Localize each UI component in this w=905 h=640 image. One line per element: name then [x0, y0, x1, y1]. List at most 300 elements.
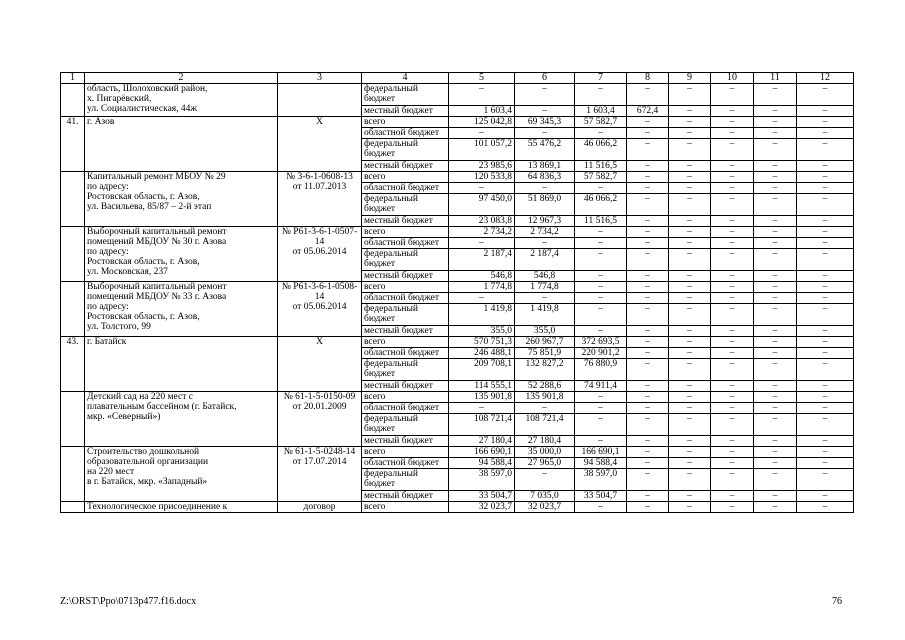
amount-cell: 1 603,4: [575, 106, 627, 117]
amount-cell: 1 774,8: [449, 282, 515, 293]
amount-cell: 38 597,0: [449, 469, 515, 491]
amount-cell: –: [627, 359, 669, 381]
amount-cell: –: [711, 106, 754, 117]
amount-cell: –: [449, 128, 515, 139]
object-name: Выборочный капитальный ремонт помещений МБДОУ № 30 г. Азова по адресу: Ростовская область, г. Азов, ул. Московская, 237: [85, 227, 278, 282]
amount-cell: –: [711, 414, 754, 436]
table-row: [61, 282, 854, 293]
amount-cell: –: [711, 304, 754, 326]
amount-cell: –: [669, 392, 711, 403]
amount-cell: 57 582,7: [575, 117, 627, 128]
amount-cell: –: [575, 436, 627, 447]
funding-source: областной бюджет: [362, 348, 449, 359]
amount-cell: –: [575, 403, 627, 414]
amount-cell: –: [711, 128, 754, 139]
amount-cell: –: [711, 227, 754, 238]
object-name: г. Батайск: [85, 337, 278, 392]
amount-cell: 46 066,2: [575, 194, 627, 216]
amount-cell: –: [575, 502, 627, 513]
amount-cell: 13 869,1: [515, 161, 575, 172]
amount-cell: –: [797, 194, 854, 216]
amount-cell: 7 035,0: [515, 491, 575, 502]
object-name: Выборочный капитальный ремонт помещений МБДОУ № 33 г. Азова по адресу: Ростовская область, г. Азов, ул. Толстого, 99: [85, 282, 278, 337]
amount-cell: –: [754, 183, 797, 194]
table-row: [61, 337, 854, 348]
amount-cell: –: [669, 469, 711, 491]
object-name: г. Азов: [85, 117, 278, 172]
amount-cell: –: [627, 403, 669, 414]
amount-cell: 166 690,1: [575, 447, 627, 458]
amount-cell: –: [711, 326, 754, 337]
amount-cell: –: [669, 84, 711, 106]
amount-cell: 546,8: [449, 271, 515, 282]
header-row: [61, 73, 854, 84]
amount-cell: –: [627, 293, 669, 304]
funding-source: федеральный бюджет: [362, 249, 449, 271]
amount-cell: –: [754, 381, 797, 392]
amount-cell: 76 880,9: [575, 359, 627, 381]
amount-cell: –: [669, 106, 711, 117]
row-number: [61, 502, 85, 513]
amount-cell: –: [797, 381, 854, 392]
amount-cell: 75 851,9: [515, 348, 575, 359]
amount-cell: 166 690,1: [449, 447, 515, 458]
column-header: 8: [627, 73, 669, 84]
amount-cell: –: [669, 216, 711, 227]
amount-cell: –: [669, 436, 711, 447]
amount-cell: –: [711, 282, 754, 293]
funding-source: всего: [362, 117, 449, 128]
amount-cell: –: [627, 436, 669, 447]
amount-cell: 1 603,4: [449, 106, 515, 117]
amount-cell: 2 187,4: [515, 249, 575, 271]
amount-cell: –: [669, 139, 711, 161]
amount-cell: –: [627, 194, 669, 216]
funding-source: федеральный бюджет: [362, 84, 449, 106]
amount-cell: –: [627, 216, 669, 227]
amount-cell: –: [797, 238, 854, 249]
amount-cell: –: [754, 249, 797, 271]
amount-cell: –: [754, 414, 797, 436]
amount-cell: 546,8: [515, 271, 575, 282]
amount-cell: –: [797, 249, 854, 271]
amount-cell: 97 450,0: [449, 194, 515, 216]
amount-cell: –: [627, 458, 669, 469]
amount-cell: –: [711, 348, 754, 359]
amount-cell: 38 597,0: [575, 469, 627, 491]
amount-cell: –: [627, 304, 669, 326]
amount-cell: 101 057,2: [449, 139, 515, 161]
amount-cell: –: [515, 238, 575, 249]
funding-source: всего: [362, 447, 449, 458]
amount-cell: 11 516,5: [575, 216, 627, 227]
object-name: Технологическое присоединение к: [85, 502, 278, 513]
amount-cell: 51 869,0: [515, 194, 575, 216]
amount-cell: –: [449, 403, 515, 414]
row-number: [61, 392, 85, 447]
amount-cell: –: [575, 326, 627, 337]
amount-cell: 32 023,7: [449, 502, 515, 513]
amount-cell: –: [797, 183, 854, 194]
amount-cell: –: [754, 337, 797, 348]
amount-cell: 135 901,8: [515, 392, 575, 403]
amount-cell: 35 000,0: [515, 447, 575, 458]
amount-cell: –: [754, 458, 797, 469]
amount-cell: 209 708,1: [449, 359, 515, 381]
amount-cell: –: [515, 183, 575, 194]
amount-cell: –: [515, 293, 575, 304]
funding-source: областной бюджет: [362, 183, 449, 194]
amount-cell: –: [797, 337, 854, 348]
amount-cell: –: [575, 282, 627, 293]
amount-cell: 114 555,1: [449, 381, 515, 392]
funding-source: местный бюджет: [362, 271, 449, 282]
amount-cell: –: [627, 447, 669, 458]
amount-cell: –: [797, 84, 854, 106]
amount-cell: –: [575, 227, 627, 238]
funding-source: местный бюджет: [362, 106, 449, 117]
amount-cell: 57 582,7: [575, 172, 627, 183]
amount-cell: –: [669, 161, 711, 172]
table-row: [61, 502, 854, 513]
amount-cell: 12 967,3: [515, 216, 575, 227]
amount-cell: 260 967,7: [515, 337, 575, 348]
amount-cell: –: [515, 84, 575, 106]
amount-cell: –: [797, 359, 854, 381]
amount-cell: 2 734,2: [449, 227, 515, 238]
amount-cell: –: [515, 403, 575, 414]
amount-cell: –: [711, 271, 754, 282]
amount-cell: –: [797, 117, 854, 128]
amount-cell: –: [627, 84, 669, 106]
amount-cell: –: [754, 271, 797, 282]
amount-cell: –: [627, 414, 669, 436]
amount-cell: –: [797, 128, 854, 139]
amount-cell: –: [754, 117, 797, 128]
amount-cell: –: [711, 436, 754, 447]
row-number: 41.: [61, 117, 85, 172]
amount-cell: –: [754, 502, 797, 513]
amount-cell: –: [797, 469, 854, 491]
funding-source: всего: [362, 227, 449, 238]
object-name: область, Шолоховский район, х. Пигарёвский, ул. Социалистическая, 44ж: [85, 84, 278, 117]
amount-cell: –: [711, 502, 754, 513]
amount-cell: –: [711, 392, 754, 403]
amount-cell: –: [711, 293, 754, 304]
amount-cell: –: [627, 348, 669, 359]
table-row: [61, 84, 854, 106]
document-number: Х: [278, 117, 362, 172]
amount-cell: –: [711, 491, 754, 502]
document-number: № Р61-3-6-1-0508- 14 от 05.06.2014: [278, 282, 362, 337]
document-number: договор: [278, 502, 362, 513]
amount-cell: –: [797, 403, 854, 414]
amount-cell: –: [669, 238, 711, 249]
amount-cell: –: [669, 447, 711, 458]
amount-cell: –: [711, 183, 754, 194]
funding-source: областной бюджет: [362, 128, 449, 139]
amount-cell: 120 533,8: [449, 172, 515, 183]
amount-cell: –: [669, 282, 711, 293]
amount-cell: –: [754, 227, 797, 238]
amount-cell: –: [711, 458, 754, 469]
row-number: [61, 282, 85, 337]
amount-cell: –: [627, 238, 669, 249]
amount-cell: –: [627, 128, 669, 139]
amount-cell: –: [711, 249, 754, 271]
amount-cell: –: [711, 172, 754, 183]
amount-cell: –: [669, 304, 711, 326]
amount-cell: –: [711, 161, 754, 172]
amount-cell: –: [575, 293, 627, 304]
amount-cell: –: [711, 359, 754, 381]
amount-cell: 11 516,5: [575, 161, 627, 172]
table-row: [61, 447, 854, 458]
amount-cell: –: [754, 304, 797, 326]
funding-source: местный бюджет: [362, 381, 449, 392]
amount-cell: –: [797, 392, 854, 403]
amount-cell: –: [669, 381, 711, 392]
funding-source: всего: [362, 392, 449, 403]
amount-cell: –: [669, 458, 711, 469]
amount-cell: –: [669, 491, 711, 502]
funding-source: местный бюджет: [362, 436, 449, 447]
amount-cell: –: [449, 183, 515, 194]
column-header: 4: [362, 73, 449, 84]
amount-cell: 27 180,4: [449, 436, 515, 447]
document-number: № Р61-3-6-1-0507- 14 от 05.06.2014: [278, 227, 362, 282]
amount-cell: 33 504,7: [575, 491, 627, 502]
amount-cell: –: [754, 293, 797, 304]
funding-source: областной бюджет: [362, 458, 449, 469]
amount-cell: –: [449, 293, 515, 304]
amount-cell: –: [669, 271, 711, 282]
amount-cell: –: [797, 304, 854, 326]
amount-cell: –: [754, 282, 797, 293]
amount-cell: 27 965,0: [515, 458, 575, 469]
amount-cell: –: [669, 502, 711, 513]
row-number: [61, 172, 85, 227]
amount-cell: 355,0: [449, 326, 515, 337]
funding-source: федеральный бюджет: [362, 469, 449, 491]
amount-cell: –: [797, 458, 854, 469]
amount-cell: –: [669, 348, 711, 359]
amount-cell: –: [754, 491, 797, 502]
amount-cell: 33 504,7: [449, 491, 515, 502]
amount-cell: –: [627, 381, 669, 392]
column-header: 5: [449, 73, 515, 84]
document-number: № 61-1-5-0150-09 от 20.01.2009: [278, 392, 362, 447]
amount-cell: –: [575, 304, 627, 326]
amount-cell: –: [627, 491, 669, 502]
funding-source: местный бюджет: [362, 326, 449, 337]
amount-cell: –: [754, 348, 797, 359]
amount-cell: 135 901,8: [449, 392, 515, 403]
amount-cell: 64 836,3: [515, 172, 575, 183]
amount-cell: –: [627, 392, 669, 403]
amount-cell: –: [669, 403, 711, 414]
amount-cell: –: [575, 392, 627, 403]
table-row: [61, 227, 854, 238]
amount-cell: –: [575, 128, 627, 139]
amount-cell: 32 023,7: [515, 502, 575, 513]
amount-cell: –: [627, 117, 669, 128]
column-header: 3: [278, 73, 362, 84]
amount-cell: –: [797, 436, 854, 447]
amount-cell: –: [711, 337, 754, 348]
funding-source: областной бюджет: [362, 403, 449, 414]
amount-cell: –: [797, 161, 854, 172]
amount-cell: –: [627, 502, 669, 513]
funding-source: местный бюджет: [362, 491, 449, 502]
amount-cell: 220 901,2: [575, 348, 627, 359]
table-body: [61, 73, 854, 513]
amount-cell: –: [797, 271, 854, 282]
row-number: [61, 227, 85, 282]
amount-cell: 2 734,2: [515, 227, 575, 238]
amount-cell: –: [754, 326, 797, 337]
amount-cell: –: [711, 216, 754, 227]
amount-cell: –: [669, 326, 711, 337]
column-header: 6: [515, 73, 575, 84]
amount-cell: –: [754, 84, 797, 106]
amount-cell: 46 066,2: [575, 139, 627, 161]
amount-cell: –: [575, 414, 627, 436]
amount-cell: –: [515, 469, 575, 491]
amount-cell: –: [627, 337, 669, 348]
amount-cell: –: [627, 282, 669, 293]
amount-cell: –: [669, 337, 711, 348]
amount-cell: –: [797, 106, 854, 117]
amount-cell: –: [669, 359, 711, 381]
amount-cell: –: [669, 249, 711, 271]
funding-source: всего: [362, 282, 449, 293]
amount-cell: 94 588,4: [575, 458, 627, 469]
amount-cell: –: [669, 172, 711, 183]
funding-source: всего: [362, 172, 449, 183]
amount-cell: –: [797, 414, 854, 436]
amount-cell: –: [711, 381, 754, 392]
budget-table: [60, 72, 854, 513]
column-header: 1: [61, 73, 85, 84]
amount-cell: –: [754, 359, 797, 381]
document-number: № 3-6-1-0608-13 от 11.07.2013: [278, 172, 362, 227]
amount-cell: –: [627, 249, 669, 271]
amount-cell: –: [575, 271, 627, 282]
column-header: 2: [85, 73, 278, 84]
amount-cell: 570 751,3: [449, 337, 515, 348]
amount-cell: –: [449, 84, 515, 106]
amount-cell: –: [627, 139, 669, 161]
amount-cell: –: [754, 194, 797, 216]
amount-cell: –: [754, 106, 797, 117]
amount-cell: –: [515, 106, 575, 117]
column-header: 9: [669, 73, 711, 84]
amount-cell: –: [754, 392, 797, 403]
amount-cell: –: [711, 84, 754, 106]
table-row: [61, 392, 854, 403]
amount-cell: 108 721,4: [515, 414, 575, 436]
amount-cell: –: [627, 469, 669, 491]
column-header: 7: [575, 73, 627, 84]
amount-cell: –: [669, 117, 711, 128]
funding-source: всего: [362, 502, 449, 513]
amount-cell: –: [627, 271, 669, 282]
amount-cell: –: [627, 161, 669, 172]
amount-cell: –: [754, 128, 797, 139]
amount-cell: 74 911,4: [575, 381, 627, 392]
amount-cell: –: [711, 117, 754, 128]
amount-cell: 23 083,8: [449, 216, 515, 227]
funding-source: федеральный бюджет: [362, 414, 449, 436]
amount-cell: 125 042,8: [449, 117, 515, 128]
amount-cell: –: [711, 469, 754, 491]
amount-cell: –: [797, 447, 854, 458]
amount-cell: 69 345,3: [515, 117, 575, 128]
funding-source: федеральный бюджет: [362, 304, 449, 326]
amount-cell: –: [797, 227, 854, 238]
amount-cell: –: [754, 216, 797, 227]
amount-cell: 372 693,5: [575, 337, 627, 348]
amount-cell: –: [797, 293, 854, 304]
amount-cell: –: [754, 403, 797, 414]
amount-cell: 23 985,6: [449, 161, 515, 172]
amount-cell: –: [575, 249, 627, 271]
object-name: Строительство дошкольной образовательной организации на 220 мест в г. Батайск, мкр. «Западный»: [85, 447, 278, 502]
funding-source: местный бюджет: [362, 216, 449, 227]
amount-cell: –: [627, 227, 669, 238]
amount-cell: –: [711, 447, 754, 458]
amount-cell: 27 180,4: [515, 436, 575, 447]
amount-cell: 672,4: [627, 106, 669, 117]
object-name: Капитальный ремонт МБОУ № 29 по адресу: Ростовская область, г. Азов, ул. Васильева, 85/87 – 2-й этап: [85, 172, 278, 227]
amount-cell: –: [797, 348, 854, 359]
amount-cell: –: [669, 414, 711, 436]
amount-cell: –: [575, 238, 627, 249]
amount-cell: –: [754, 139, 797, 161]
table-row: [61, 117, 854, 128]
amount-cell: –: [575, 183, 627, 194]
amount-cell: 94 588,4: [449, 458, 515, 469]
funding-source: областной бюджет: [362, 293, 449, 304]
amount-cell: –: [797, 216, 854, 227]
amount-cell: –: [754, 469, 797, 491]
amount-cell: 1 774,8: [515, 282, 575, 293]
row-number: [61, 84, 85, 117]
amount-cell: –: [669, 128, 711, 139]
amount-cell: –: [711, 194, 754, 216]
amount-cell: –: [449, 238, 515, 249]
amount-cell: –: [754, 447, 797, 458]
amount-cell: –: [797, 282, 854, 293]
funding-source: федеральный бюджет: [362, 139, 449, 161]
document-number: Х: [278, 337, 362, 392]
footer-file-path: Z:\ORST\Ppo\0713p477.f16.docx: [60, 596, 197, 607]
amount-cell: –: [754, 238, 797, 249]
funding-source: местный бюджет: [362, 161, 449, 172]
amount-cell: –: [754, 436, 797, 447]
column-header: 12: [797, 73, 854, 84]
amount-cell: –: [627, 183, 669, 194]
amount-cell: –: [797, 502, 854, 513]
row-number: 43.: [61, 337, 85, 392]
amount-cell: 55 476,2: [515, 139, 575, 161]
amount-cell: –: [797, 491, 854, 502]
amount-cell: –: [669, 183, 711, 194]
funding-source: федеральный бюджет: [362, 194, 449, 216]
amount-cell: –: [627, 326, 669, 337]
amount-cell: 108 721,4: [449, 414, 515, 436]
